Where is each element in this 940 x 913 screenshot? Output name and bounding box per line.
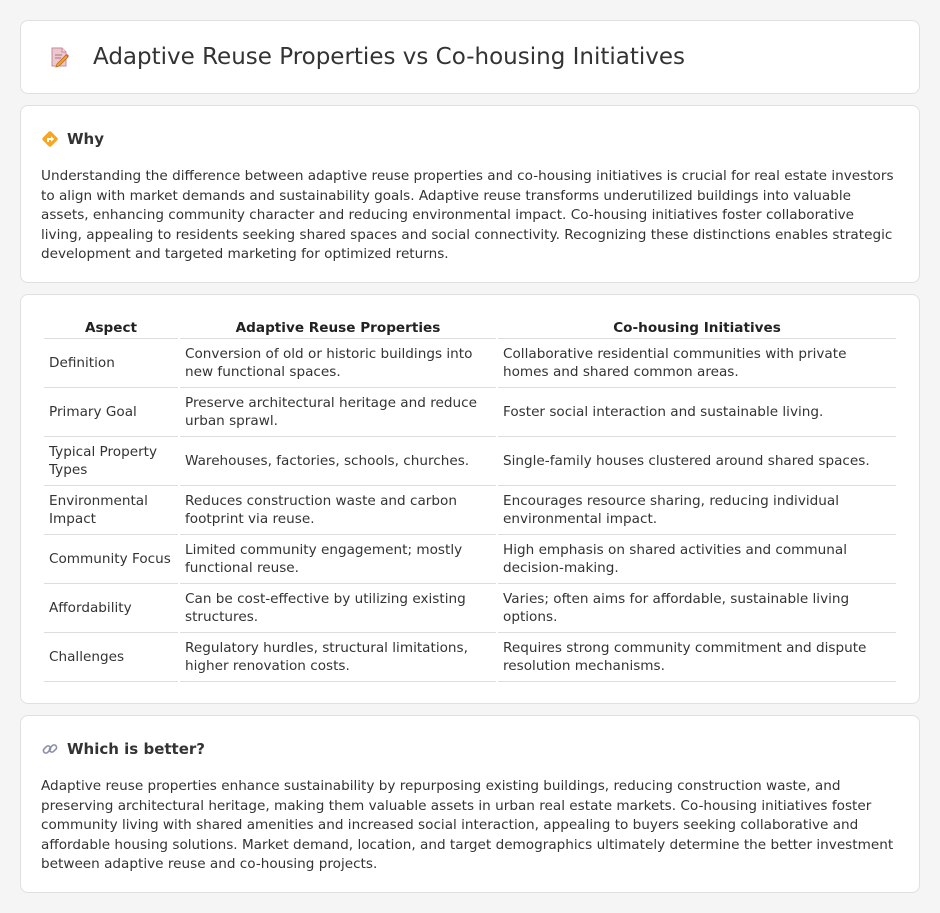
adaptive-reuse-cell: Can be cost-effective by utilizing existing structures.: [180, 584, 496, 633]
adaptive-reuse-cell: Limited community engagement; mostly functional reuse.: [180, 535, 496, 584]
aspect-cell: Environmental Impact: [44, 486, 178, 535]
comparison-card: [20, 294, 920, 704]
table-header-row: [44, 315, 896, 339]
table-row: [44, 535, 896, 584]
better-text: Adaptive reuse properties enhance sustainability by repurposing existing buildings, reducing construction waste, and preserving architectural heritage, making them valuable assets in urban real estate markets. Co-housing initiatives foster community living with shared amenities and increased social interaction, appealing to buyers seeking collaborative and affordable housing solutions. Market demand, location, and target demographics ultimately determine the better investment between adaptive reuse and co-housing projects.: [41, 778, 894, 872]
aspect-cell: Primary Goal: [44, 388, 178, 437]
better-section: [20, 715, 920, 893]
table-row: [44, 339, 896, 388]
adaptive-reuse-cell: Conversion of old or historic buildings into new functional spaces.: [180, 339, 496, 388]
table-row: [44, 584, 896, 633]
aspect-cell: Typical Property Types: [44, 437, 178, 486]
page-title: Adaptive Reuse Properties vs Co-housing Initiatives: [93, 44, 686, 70]
link-icon: [41, 740, 59, 758]
co-housing-cell: Single-family houses clustered around shared spaces.: [498, 437, 896, 486]
aspect-cell: Affordability: [44, 584, 178, 633]
aspect-cell: Definition: [44, 339, 178, 388]
header-aspect: Aspect: [44, 315, 178, 339]
diamond-arrow-icon: [41, 130, 59, 148]
comparison-table: [42, 315, 898, 682]
table-row: [44, 437, 896, 486]
title-card: [20, 20, 920, 94]
co-housing-cell: Collaborative residential communities with private homes and shared common areas.: [498, 339, 896, 388]
adaptive-reuse-cell: Regulatory hurdles, structural limitations, higher renovation costs.: [180, 633, 496, 682]
co-housing-cell: Varies; often aims for affordable, sustainable living options.: [498, 584, 896, 633]
aspect-cell: Community Focus: [44, 535, 178, 584]
why-title: Why: [67, 130, 105, 148]
better-title: Which is better?: [67, 740, 205, 758]
adaptive-reuse-cell: Reduces construction waste and carbon footprint via reuse.: [180, 486, 496, 535]
adaptive-reuse-cell: Warehouses, factories, schools, churches.: [180, 437, 496, 486]
co-housing-cell: High emphasis on shared activities and communal decision-making.: [498, 535, 896, 584]
document-pencil-icon: [47, 45, 71, 69]
table-row: [44, 388, 896, 437]
table-row: [44, 486, 896, 535]
header-adaptive-reuse: Adaptive Reuse Properties: [180, 315, 496, 339]
better-header: [41, 738, 899, 760]
adaptive-reuse-cell: Preserve architectural heritage and reduce urban sprawl.: [180, 388, 496, 437]
aspect-cell: Challenges: [44, 633, 178, 682]
table-row: [44, 633, 896, 682]
why-text: Understanding the difference between adaptive reuse properties and co-housing initiatives is crucial for real estate investors to align with market demands and sustainability goals. Adaptive reuse transforms underutilized buildings into valuable assets, enhancing community character and reducing environmental impact. Co-housing initiatives foster collaborative living, appealing to residents seeking shared spaces and social connectivity. Recognizing these distinctions enables strategic development and targeted marketing for optimized returns.: [41, 168, 894, 262]
header-co-housing: Co-housing Initiatives: [498, 315, 896, 339]
co-housing-cell: Requires strong community commitment and dispute resolution mechanisms.: [498, 633, 896, 682]
why-header: [41, 128, 899, 150]
co-housing-cell: Foster social interaction and sustainable living.: [498, 388, 896, 437]
why-section: [20, 105, 920, 283]
co-housing-cell: Encourages resource sharing, reducing individual environmental impact.: [498, 486, 896, 535]
